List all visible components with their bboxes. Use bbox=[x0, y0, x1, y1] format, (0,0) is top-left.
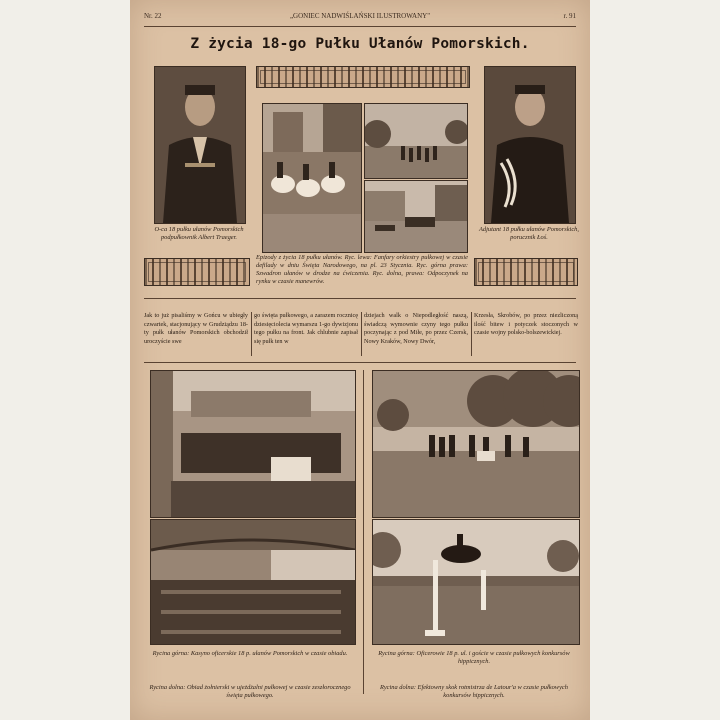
body-column-2: go święta pułkowego, a zarazem rocznicę dziesięciolecia wymarszu 1-go dywizjonu tego pułku na front. Jak chlubnie zapisał się pułk ten w bbox=[254, 312, 358, 345]
caption-portrait-left: O-ca 18 pułku ułanów Pomorskich podpułkownik Albert Traeger. bbox=[154, 226, 244, 241]
header-rule bbox=[144, 26, 576, 27]
caption-bottom-right-bottom: Rycina dolna: Efektowny skok rotmistrza de Latour'a w czasie pułkowych konkursów hippicznych. bbox=[380, 684, 568, 699]
caption-portrait-right: Adjutant 18 pułku ułanów Pomorskich, porucznik Łoś. bbox=[479, 226, 579, 241]
soldiers-dinner-photo bbox=[150, 519, 356, 645]
fanfare-orchestra-photo bbox=[262, 103, 362, 253]
caption-bottom-right-top: Rycina górna: Oficerowie 18 p. ul. i goście w czasie pułkowych konkursów hippicznych. bbox=[378, 650, 570, 665]
ornament-band-left bbox=[144, 258, 250, 286]
section-rule-top bbox=[144, 298, 576, 299]
body-column-3: dziejach walk o Niepodległość naszą, świadczą wymownie czyny tego pułku poczynając z pod Miłe, po przez Czersk, Nowy Kraków, Nowy Dwór, bbox=[364, 312, 468, 345]
section-rule-bottom bbox=[144, 362, 576, 363]
caption-center-photos: Epizody z życia 18 pułku ułanów. Ryc. lewa: Fanfary orkiestry pułkowej w czasie defilady w dniu Święta Narodowego, na pl. 23 Stycznia. Ryc. górna prawa: Szwadron ułanów w drodze na ćwiczenia. Ryc. dolna, prawa: Odpoczynek na rynku w czasie manewrów. bbox=[256, 254, 468, 285]
hippic-contest-officers-photo bbox=[372, 370, 580, 518]
newspaper-page bbox=[130, 0, 590, 720]
body-column-1: Jak to już pisaliśmy w Gońcu w ubiegły czwartek, stacjonujący w Grudziądzu 18-ty pułk ułanów Pomorskich obchodził uroczyście swe bbox=[144, 312, 248, 345]
article-title: Z życia 18-go Pułku Ułanów Pomorskich. bbox=[190, 36, 530, 52]
page-number: r. 91 bbox=[563, 12, 576, 20]
caption-bottom-left-top: Rycina górna: Kasyno oficerskie 18 p. ułanów Pomorskich w czasie obiadu. bbox=[152, 650, 348, 657]
ornament-band-top bbox=[256, 66, 470, 88]
ornament-band-right bbox=[474, 258, 578, 286]
officers-mess-photo bbox=[150, 370, 356, 518]
portrait-adjutant-photo bbox=[484, 66, 576, 224]
column-divider bbox=[471, 312, 472, 356]
column-divider bbox=[251, 312, 252, 356]
center-divider bbox=[363, 370, 364, 694]
horse-jump-photo bbox=[372, 519, 580, 645]
masthead: „GONIEC NADWIŚLAŃSKI ILUSTROWANY" bbox=[289, 12, 431, 20]
body-column-4: Krzesła, Skrobów, po przez niezliczoną ilość bitew i potyczek stoczonych w czasie wojny polsko-bolszewickiej. bbox=[474, 312, 578, 337]
portrait-commander-photo bbox=[154, 66, 246, 224]
issue-number: Nr. 22 bbox=[144, 12, 162, 20]
squadron-march-photo bbox=[364, 103, 468, 179]
caption-bottom-left-bottom: Rycina dolna: Obiad żołnierski w ujeżdżalni pułkowej w czasie zeszłorocznego święta pułkowego. bbox=[149, 684, 351, 699]
column-divider bbox=[361, 312, 362, 356]
market-rest-photo bbox=[364, 180, 468, 253]
page-header bbox=[130, 10, 590, 24]
